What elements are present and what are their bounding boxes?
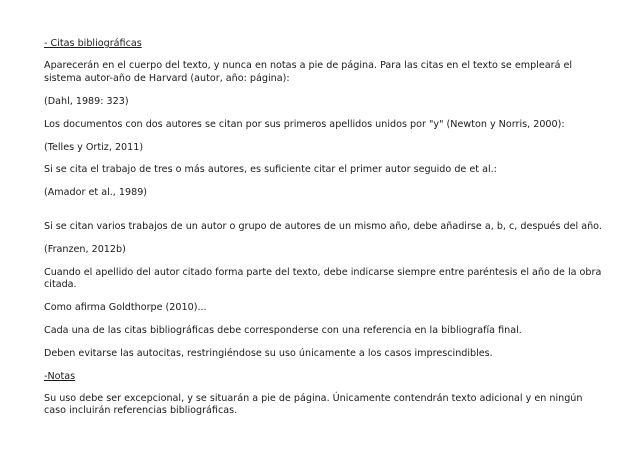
same-year-paragraph: Si se citan varios trabajos de un autor o grupo de autores de un mismo año, debe añadirse a, b, c, después del año. [44,220,602,232]
example-citation-franzen: (Franzen, 2012b) [44,243,126,255]
example-citation-goldthorpe: Como afirma Goldthorpe (2010)... [44,301,207,313]
bibliography-correspondence-paragraph: Cada una de las citas bibliográficas debe corresponderse con una referencia en la bibliografía final. [44,324,522,336]
example-citation-amador: (Amador et al., 1989) [44,187,148,199]
author-in-text-paragraph: Cuando el apellido del autor citado forma parte del texto, debe indicarse siempre entre paréntesis el año de la obra citada. [44,266,602,290]
citas-heading: - Citas bibliográficas [44,38,142,49]
three-authors-paragraph: Si se cita el trabajo de tres o más autores, es suficiente citar el primer autor seguido de et al.: [44,164,497,176]
notas-paragraph: Su uso debe ser excepcional, y se situarán a pie de página. Únicamente contendrán texto adicional y en ningún caso incluirán referencias bibliográficas. [44,393,583,417]
two-authors-paragraph: Los documentos con dos autores se citan por sus primeros apellidos unidos por "y" (Newton y Norris, 2000): [44,118,565,130]
example-citation-dahl: (Dahl, 1989: 323) [44,95,129,107]
citas-intro-paragraph: Aparecerán en el cuerpo del texto, y nunca en notas a pie de página. Para las citas en el texto se empleará el sistema autor-año de Harvard (autor, año: página): [44,60,573,84]
notas-heading: -Notas [44,370,76,382]
self-citation-paragraph: Deben evitarse las autocitas, restringiéndose su uso únicamente a los casos imprescindibles. [44,347,493,359]
document-page [44,38,604,428]
example-citation-telles: (Telles y Ortiz, 2011) [44,141,144,153]
